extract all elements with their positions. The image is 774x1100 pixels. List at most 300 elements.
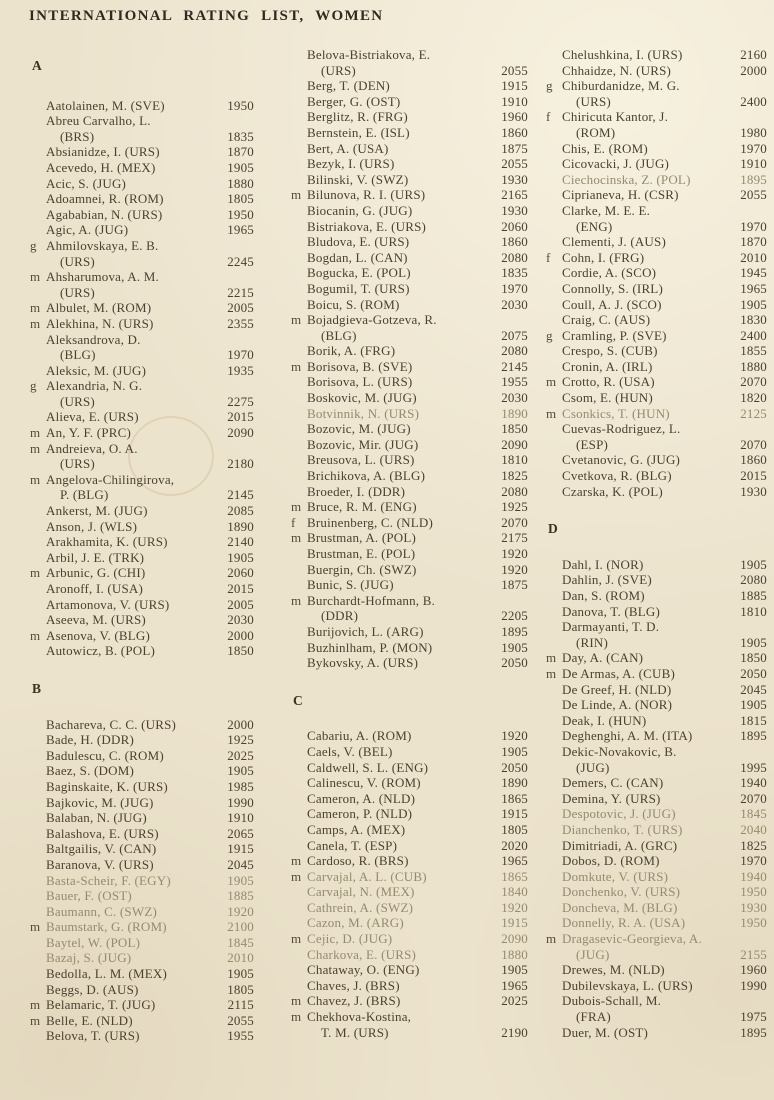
rating-entry xyxy=(30,581,254,597)
player-name: De Linde, A. (NOR) xyxy=(562,697,673,713)
player-name: Bruce, R. M. (ENG) xyxy=(307,499,417,515)
player-name: Aatolainen, M. (SVE) xyxy=(46,97,165,113)
rating-entry-continuation xyxy=(30,285,254,301)
rating-entry xyxy=(291,978,528,994)
rating-entry xyxy=(546,869,767,885)
title-prefix: m xyxy=(546,374,557,390)
player-name: Berg, T. (DEN) xyxy=(307,78,390,94)
rating-entry xyxy=(291,884,528,900)
player-name: Andreieva, O. A. xyxy=(46,440,138,456)
player-name: Acevedo, H. (MEX) xyxy=(46,159,156,175)
player-name: Borisova, L. (URS) xyxy=(307,374,413,390)
player-name: Calinescu, V. (ROM) xyxy=(307,775,421,791)
rating-entry xyxy=(30,919,254,935)
rating-value: 2005 xyxy=(227,596,254,612)
rating-value: 2145 xyxy=(227,487,254,503)
player-name: Bruinenberg, C. (NLD) xyxy=(307,514,433,530)
rating-value: 1830 xyxy=(740,312,767,328)
rating-value: 2040 xyxy=(740,821,767,837)
rating-value: 1905 xyxy=(227,872,254,888)
rating-entry xyxy=(546,806,767,822)
rating-value: 1920 xyxy=(501,561,528,577)
rating-entry xyxy=(291,728,528,744)
player-name: Badulescu, C. (ROM) xyxy=(46,747,164,763)
rating-entry xyxy=(30,207,254,223)
rating-entry xyxy=(546,203,767,219)
rating-entry xyxy=(30,316,254,332)
rating-value: 1895 xyxy=(740,728,767,744)
player-name: Ankerst, M. (JUG) xyxy=(46,503,148,519)
player-name: Buzhinlham, P. (MON) xyxy=(307,639,433,655)
player-name: Carvajal, A. L. (CUB) xyxy=(307,868,427,884)
rating-entry xyxy=(546,343,767,359)
rating-entry xyxy=(30,612,254,628)
rating-entry xyxy=(30,519,254,535)
rating-entry xyxy=(291,515,528,531)
title-prefix: m xyxy=(291,358,302,374)
player-name: Autowicz, B. (POL) xyxy=(46,643,156,659)
rating-entry xyxy=(291,962,528,978)
rating-entry xyxy=(546,619,767,635)
player-name: Bilunova, R. I. (URS) xyxy=(307,187,426,203)
rating-entry xyxy=(30,378,254,394)
rating-entry xyxy=(546,250,767,266)
rating-value: 1930 xyxy=(740,899,767,915)
rating-value: 2090 xyxy=(227,425,254,441)
rating-entry xyxy=(30,763,254,779)
player-name: Dahl, I. (NOR) xyxy=(562,556,644,572)
rating-entry xyxy=(30,565,254,581)
rating-value: 1930 xyxy=(501,171,528,187)
rating-entry xyxy=(546,109,767,125)
rating-entry-continuation xyxy=(30,129,254,145)
player-name: Belle, E. (NLD) xyxy=(46,1012,133,1028)
player-name: Chavez, J. (BRS) xyxy=(307,993,401,1009)
title-prefix: m xyxy=(291,993,302,1009)
title-prefix: f xyxy=(291,514,296,530)
section-header: C xyxy=(293,692,304,708)
rating-value: 2080 xyxy=(501,483,528,499)
rating-value: 2115 xyxy=(227,997,254,1013)
player-name: Asenova, V. (BLG) xyxy=(46,627,151,643)
player-name: Cronin, A. (IRL) xyxy=(562,358,653,374)
rating-value: 1940 xyxy=(740,868,767,884)
rating-entry xyxy=(546,141,767,157)
rating-entry xyxy=(546,713,767,729)
rating-entry xyxy=(291,838,528,854)
player-name: Bozovic, Mir. (JUG) xyxy=(307,436,419,452)
rating-value: 1950 xyxy=(740,915,767,931)
rating-entry xyxy=(30,748,254,764)
player-name: (URS) xyxy=(60,393,95,409)
rating-value: 1910 xyxy=(227,810,254,826)
rating-entry-continuation xyxy=(546,219,767,235)
player-name: Dekic-Novakovic, B. xyxy=(562,743,677,759)
rating-entry-continuation xyxy=(546,1009,767,1025)
rating-entry xyxy=(546,265,767,281)
rating-entry xyxy=(546,172,767,188)
rating-value: 1955 xyxy=(501,374,528,390)
rating-value: 1925 xyxy=(227,732,254,748)
player-name: Donnelly, R. A. (USA) xyxy=(562,915,686,931)
rating-value: 1940 xyxy=(740,775,767,791)
rating-value: 2010 xyxy=(227,950,254,966)
rating-value: 1905 xyxy=(501,962,528,978)
player-name: Deghenghi, A. M. (ITA) xyxy=(562,728,693,744)
rating-value: 2030 xyxy=(501,390,528,406)
rating-entry-continuation xyxy=(546,947,767,963)
rating-entry xyxy=(546,281,767,297)
rating-entry xyxy=(291,359,528,375)
rating-entry xyxy=(546,697,767,713)
player-name: Bauer, F. (OST) xyxy=(46,888,132,904)
rating-entry xyxy=(546,853,767,869)
player-name: Balashova, E. (URS) xyxy=(46,825,159,841)
rating-entry xyxy=(291,484,528,500)
player-name: (ESP) xyxy=(576,436,609,452)
player-name: (DDR) xyxy=(321,608,359,624)
player-name: Alekhina, N. (URS) xyxy=(46,315,154,331)
rating-entry-continuation xyxy=(291,63,528,79)
rating-entry xyxy=(30,810,254,826)
player-name: Craig, C. (AUS) xyxy=(562,312,651,328)
rating-value: 1855 xyxy=(740,343,767,359)
rating-value: 1965 xyxy=(501,853,528,869)
rating-value: 1860 xyxy=(501,234,528,250)
rating-value: 1875 xyxy=(501,577,528,593)
rating-value: 1990 xyxy=(227,794,254,810)
rating-value: 1905 xyxy=(740,634,767,650)
section-header: A xyxy=(32,58,43,73)
player-name: Chis, E. (ROM) xyxy=(562,140,648,156)
rating-value: 1955 xyxy=(227,1028,254,1044)
rating-value: 1880 xyxy=(227,175,254,191)
rating-entry xyxy=(30,363,254,379)
player-name: Ciprianeva, H. (CSR) xyxy=(562,187,679,203)
rating-value: 1905 xyxy=(227,549,254,565)
player-name: Clarke, M. E. E. xyxy=(562,202,651,218)
rating-value: 2080 xyxy=(740,572,767,588)
rating-entry xyxy=(546,884,767,900)
rating-value: 1815 xyxy=(740,712,767,728)
rating-value: 2010 xyxy=(740,249,767,265)
rating-value: 2020 xyxy=(501,837,528,853)
player-name: Dan, S. (ROM) xyxy=(562,588,645,603)
rating-entry xyxy=(30,888,254,904)
rating-value: 2055 xyxy=(501,156,528,172)
player-name: Berglitz, R. (FRG) xyxy=(307,109,408,125)
player-name: Baumann, C. (SWZ) xyxy=(46,903,157,919)
player-name: Crespo, S. (CUB) xyxy=(562,343,658,359)
rating-value: 2160 xyxy=(740,47,767,62)
player-name: Borisova, B. (SVE) xyxy=(307,358,413,374)
title-prefix: g xyxy=(30,378,37,394)
player-name: Caldwell, S. L. (ENG) xyxy=(307,759,429,775)
player-name: Ciechocinska, Z. (POL) xyxy=(562,171,691,187)
rating-value: 1845 xyxy=(740,806,767,822)
rating-value: 2015 xyxy=(227,409,254,425)
rating-entry xyxy=(291,219,528,235)
player-name: Bajkovic, M. (JUG) xyxy=(46,794,154,810)
player-name: Bogdan, L. (CAN) xyxy=(307,249,408,265)
rating-entry xyxy=(30,113,254,129)
rating-value: 1930 xyxy=(740,483,767,499)
rating-column-2 xyxy=(291,47,528,1040)
player-name: Czarska, K. (POL) xyxy=(562,483,663,499)
player-name: Duer, M. (OST) xyxy=(562,1024,649,1040)
player-name: Chaves, J. (BRS) xyxy=(307,977,400,993)
player-name: Domkute, V. (URS) xyxy=(562,868,669,884)
rating-entry xyxy=(291,947,528,963)
rating-value: 1805 xyxy=(227,191,254,207)
rating-entry xyxy=(546,744,767,760)
player-name: (URS) xyxy=(60,253,95,269)
rating-entry xyxy=(546,328,767,344)
player-name: Cicovacki, J. (JUG) xyxy=(562,156,670,172)
page-title: INTERNATIONAL RATING LIST, WOMEN xyxy=(29,8,384,24)
player-name: Brichikova, A. (BLG) xyxy=(307,468,426,484)
rating-value: 1890 xyxy=(227,518,254,534)
rating-value: 2090 xyxy=(501,436,528,452)
rating-value: 2075 xyxy=(501,327,528,343)
player-name: Dubilevskaya, L. (URS) xyxy=(562,977,693,993)
player-name: Buergin, Ch. (SWZ) xyxy=(307,561,417,577)
rating-entry xyxy=(546,650,767,666)
player-name: Chiricuta Kantor, J. xyxy=(562,109,669,125)
rating-value: 2165 xyxy=(501,187,528,203)
rating-value: 1910 xyxy=(740,156,767,172)
rating-entry xyxy=(30,409,254,425)
player-name: Csom, E. (HUN) xyxy=(562,390,653,406)
rating-entry xyxy=(546,666,767,682)
rating-value: 2060 xyxy=(501,218,528,234)
rating-entry xyxy=(30,441,254,457)
rating-entry xyxy=(291,281,528,297)
rating-value: 2060 xyxy=(227,565,254,581)
rating-value: 2215 xyxy=(227,284,254,300)
player-name: Angelova-Chilingirova, xyxy=(46,471,175,487)
player-name: Bojadgieva-Gotzeva, R. xyxy=(307,312,437,328)
rating-entry xyxy=(546,406,767,422)
rating-entry xyxy=(546,557,767,573)
rating-value: 1905 xyxy=(501,639,528,655)
rating-entry xyxy=(30,425,254,441)
player-name: P. (BLG) xyxy=(60,487,109,503)
rating-entry xyxy=(546,421,767,437)
rating-value: 1880 xyxy=(501,946,528,962)
rating-value: 1845 xyxy=(227,934,254,950)
rating-value: 1905 xyxy=(227,966,254,982)
player-name: Anson, J. (WLS) xyxy=(46,518,138,534)
rating-value: 1885 xyxy=(227,888,254,904)
title-prefix: m xyxy=(546,405,557,421)
rating-entry xyxy=(546,993,767,1009)
player-name: Dimitriadi, A. (GRC) xyxy=(562,837,678,853)
rating-value: 1970 xyxy=(227,347,254,363)
player-name: Bilinski, V. (SWZ) xyxy=(307,171,409,187)
rating-value: 1920 xyxy=(501,546,528,561)
rating-value: 1950 xyxy=(740,884,767,900)
rating-value: 2125 xyxy=(740,405,767,421)
rating-entry xyxy=(30,873,254,889)
player-name: Arbil, J. E. (TRK) xyxy=(46,549,145,565)
player-name: Acic, S. (JUG) xyxy=(46,175,127,191)
player-name: Day, A. (CAN) xyxy=(562,650,644,666)
rating-value: 1865 xyxy=(501,790,528,806)
rating-column-1 xyxy=(30,56,254,1044)
rating-entry xyxy=(291,421,528,437)
player-name: Bozovic, M. (JUG) xyxy=(307,421,411,437)
player-name: Absianidze, I. (URS) xyxy=(46,144,160,160)
rating-entry xyxy=(546,682,767,698)
rating-entry xyxy=(546,791,767,807)
rating-entry xyxy=(30,1013,254,1029)
rating-entry xyxy=(30,841,254,857)
rating-entry xyxy=(546,187,767,203)
rating-entry xyxy=(291,187,528,203)
player-name: Cejic, D. (JUG) xyxy=(307,931,393,947)
player-name: Cameron, P. (NLD) xyxy=(307,806,413,822)
title-prefix: m xyxy=(30,565,41,581)
rating-entry xyxy=(291,900,528,916)
rating-value: 1905 xyxy=(740,296,767,312)
player-name: Cvetkova, R. (BLG) xyxy=(562,468,672,484)
player-name: T. M. (URS) xyxy=(321,1024,389,1040)
title-prefix: m xyxy=(30,300,41,316)
title-prefix: m xyxy=(30,440,41,456)
player-name: Aleksandrova, D. xyxy=(46,331,141,347)
player-name: Deak, I. (HUN) xyxy=(562,712,647,728)
rating-value: 2145 xyxy=(501,358,528,374)
rating-entry xyxy=(30,904,254,920)
rating-entry xyxy=(30,935,254,951)
rating-value: 1905 xyxy=(501,743,528,759)
rating-value: 2245 xyxy=(227,253,254,269)
rating-value: 1860 xyxy=(740,452,767,468)
rating-value: 1930 xyxy=(501,202,528,218)
player-name: Agababian, N. (URS) xyxy=(46,206,163,222)
rating-entry xyxy=(291,640,528,656)
player-name: Breusova, L. (URS) xyxy=(307,452,415,468)
rating-value: 1990 xyxy=(740,977,767,993)
rating-value: 1810 xyxy=(501,452,528,468)
player-name: Baranova, V. (URS) xyxy=(46,856,154,872)
rating-value: 1850 xyxy=(740,650,767,666)
rating-entry xyxy=(546,838,767,854)
player-name: De Greef, H. (NLD) xyxy=(562,681,672,697)
rating-entry xyxy=(291,94,528,110)
player-name: Dahlin, J. (SVE) xyxy=(562,572,652,588)
player-name: Bazaj, S. (JUG) xyxy=(46,950,132,966)
rating-value: 1945 xyxy=(740,265,767,281)
rating-value: 1860 xyxy=(501,124,528,140)
rating-entry xyxy=(546,47,767,63)
rating-entry xyxy=(30,732,254,748)
rating-entry xyxy=(546,156,767,172)
rating-value: 2205 xyxy=(501,608,528,624)
rating-value: 1970 xyxy=(740,140,767,156)
rating-entry xyxy=(291,931,528,947)
player-name: (JUG) xyxy=(576,759,610,775)
title-prefix: m xyxy=(291,868,302,884)
player-name: Csonkics, T. (HUN) xyxy=(562,405,670,421)
rating-entry xyxy=(291,125,528,141)
rating-entry-continuation xyxy=(546,635,767,651)
rating-entry xyxy=(30,238,254,254)
player-name: (BLG) xyxy=(60,347,96,363)
rating-entry xyxy=(546,452,767,468)
rating-entry-continuation xyxy=(546,125,767,141)
rating-entry xyxy=(291,406,528,422)
rating-value: 2055 xyxy=(501,62,528,78)
player-name: Bistriakova, E. (URS) xyxy=(307,218,427,234)
title-prefix: m xyxy=(546,650,557,666)
title-prefix: m xyxy=(30,997,41,1013)
rating-entry xyxy=(546,978,767,994)
rating-entry xyxy=(30,176,254,192)
player-name: (JUG) xyxy=(576,946,610,962)
player-name: (URS) xyxy=(576,93,611,109)
rating-entry xyxy=(291,343,528,359)
rating-entry xyxy=(546,484,767,500)
rating-entry xyxy=(30,503,254,519)
player-name: Artamonova, V. (URS) xyxy=(46,596,170,612)
player-name: (BRS) xyxy=(60,128,95,144)
rating-entry xyxy=(546,915,767,931)
rating-entry xyxy=(291,993,528,1009)
player-name: Cameron, A. (NLD) xyxy=(307,790,416,806)
rating-value: 1925 xyxy=(501,499,528,515)
rating-entry xyxy=(546,604,767,620)
rating-value: 2025 xyxy=(227,747,254,763)
rating-value: 1915 xyxy=(501,806,528,822)
player-name: Burchardt-Hofmann, B. xyxy=(307,592,436,608)
rating-value: 1810 xyxy=(740,603,767,619)
rating-entry xyxy=(291,312,528,328)
player-name: Danova, T. (BLG) xyxy=(562,603,661,619)
title-prefix: m xyxy=(30,471,41,487)
player-name: Belova-Bistriakova, E. xyxy=(307,47,431,62)
rating-entry xyxy=(30,717,254,733)
player-name: (RIN) xyxy=(576,634,609,650)
rating-value: 1960 xyxy=(740,962,767,978)
rating-value: 2175 xyxy=(501,530,528,546)
player-name: (FRA) xyxy=(576,1009,611,1025)
rating-entry xyxy=(30,160,254,176)
player-name: An, Y. F. (PRC) xyxy=(46,425,132,441)
rating-entry-continuation xyxy=(30,456,254,472)
title-prefix: f xyxy=(546,249,551,265)
rating-value: 1905 xyxy=(227,763,254,779)
rating-entry-continuation xyxy=(30,254,254,270)
player-name: Charkova, E. (URS) xyxy=(307,946,417,962)
rating-value: 2400 xyxy=(740,93,767,109)
player-name: Crotto, R. (USA) xyxy=(562,374,655,390)
rating-value: 1975 xyxy=(740,1009,767,1025)
rating-value: 1905 xyxy=(227,159,254,175)
rating-value: 1895 xyxy=(501,623,528,639)
player-name: Cvetanovic, G. (JUG) xyxy=(562,452,681,468)
rating-value: 1875 xyxy=(501,140,528,156)
title-prefix: m xyxy=(291,853,302,869)
title-prefix: m xyxy=(30,315,41,331)
player-name: Bachareva, C. C. (URS) xyxy=(46,716,177,732)
player-name: Bade, H. (DDR) xyxy=(46,732,135,748)
player-name: Darmayanti, T. D. xyxy=(562,619,660,635)
rating-entry xyxy=(546,822,767,838)
player-name: Chelushkina, I. (URS) xyxy=(562,47,683,62)
title-prefix: m xyxy=(30,919,41,935)
